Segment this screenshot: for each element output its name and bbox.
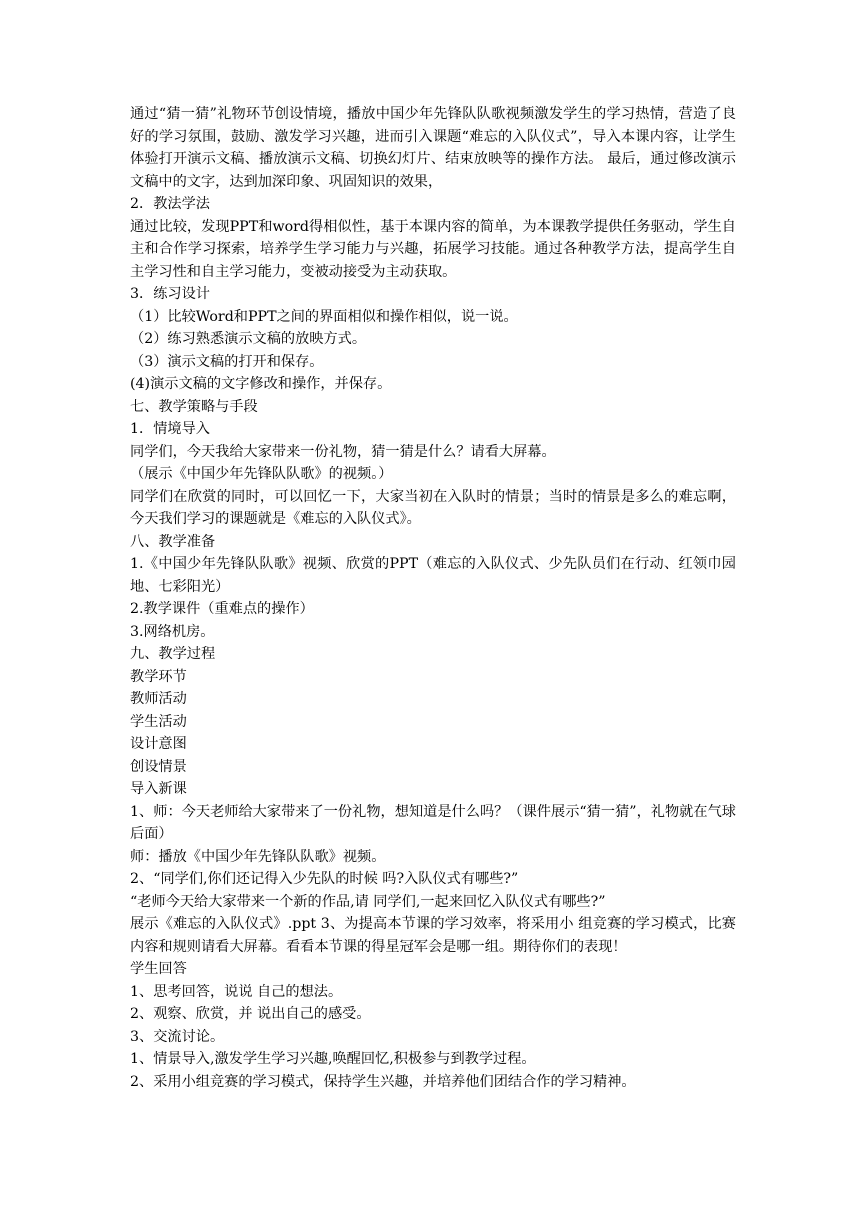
teacher-step-1: 1、师：今天老师给大家带来了一份礼物，想知道是什么吗？（课件展示“猜一猜”，礼物就在气球后面） — [130, 803, 736, 842]
intent-step-2: 2、采用小组竞赛的学习模式，保持学生兴趣，并培养他们团结合作的学习精神。 — [130, 1073, 636, 1090]
teacher-play-video: 师：播放《中国少年先锋队队歌》视频。 — [130, 848, 386, 865]
heading-exercise-design: 3．练习设计 — [130, 286, 210, 302]
document-page — [130, 103, 736, 1093]
table-cell-create-scene: 创设情景 — [130, 758, 187, 775]
table-cell-student-answer: 学生回答 — [130, 961, 187, 977]
table-cell-student-activity: 学生活动 — [130, 713, 187, 730]
preparation-item-3: 3.网络机房。 — [130, 623, 215, 640]
intent-step-1: 1、情景导入,激发学生学习兴趣,唤醒回忆,积极参与到教学过程。 — [130, 1051, 536, 1067]
table-cell-teacher-activity: 教师活动 — [130, 691, 187, 707]
exercise-item-1: （1）比较Word和PPT之间的界面相似和操作相似，说一说。 — [130, 308, 518, 325]
paragraph-recall: 同学们在欣赏的同时，可以回忆一下，大家当初在入队时的情景；当时的情景是多么的难忘啊，今天我们学习的课题就是《难忘的入队仪式》。 — [130, 488, 736, 527]
paragraph-teaching-methods: 通过比较，发现PPT和word得相似性，基于本课内容的简单，为本课教学提供任务驱动，学生自主和合作学习探索，培养学生学习能力与兴趣，拓展学习技能。通过各种教学方法，提高学生自主学习性和自主学习能力，变被动接受为主动获取。 — [130, 218, 736, 280]
table-cell-introduce-lesson: 导入新课 — [130, 781, 187, 797]
teacher-quote: “老师今天给大家带来一个新的作品,请 同学们,一起来回忆入队仪式有哪些?” — [130, 893, 606, 910]
heading-preparation: 八、教学准备 — [130, 533, 216, 550]
paragraph-intro-summary: 通过“猜一猜”礼物环节创设情境，播放中国少年先锋队队歌视频激发学生的学习热情，营造了良好的学习氛围，鼓励、激发学习兴趣，进而引入课题“难忘的入队仪式”，导入本课内容，让学生体验打开演示文稿、播放演示文稿、切换幻灯片、结束放映等的操作方法。 最后，通过修改演示文稿中的文字，达到加深印象、巩固知识的效果， — [130, 106, 736, 190]
paragraph-gift-question: 同学们，今天我给大家带来一份礼物，猜一猜是什么？请看大屏幕。 — [130, 443, 556, 460]
student-step-1: 1、思考回答，说说 自己的想法。 — [130, 983, 343, 1000]
exercise-item-3: （3）演示文稿的打开和保存。 — [130, 353, 324, 370]
preparation-item-1: 1.《中国少年先锋队队歌》视频、欣赏的PPT（难忘的入队仪式、少先队员们在行动、红领巾园地、七彩阳光） — [130, 556, 736, 595]
heading-process: 九、教学过程 — [130, 646, 216, 662]
exercise-item-4: (4)演示文稿的文字修改和操作，并保存。 — [130, 376, 392, 392]
preparation-item-2: 2.教学课件（重难点的操作） — [130, 601, 314, 617]
exercise-item-2: （2）练习熟悉演示文稿的放映方式。 — [130, 331, 367, 347]
teacher-step-3: 展示《难忘的入队仪式》.ppt 3、为提高本节课的学习效率，将采用小 组竞赛的学习模式，比赛内容和规则请看大屏幕。看看本节课的得星冠军会是哪一组。期待你们的表现！ — [130, 916, 736, 955]
heading-situation-intro: 1．情境导入 — [130, 421, 210, 437]
student-step-3: 3、交流讨论。 — [130, 1028, 225, 1045]
table-cell-teaching-stage: 教学环节 — [130, 668, 187, 685]
heading-strategy: 七、教学策略与手段 — [130, 398, 258, 415]
paragraph-show-video: （展示《中国少年先锋队队歌》的视频。） — [130, 466, 393, 482]
student-step-2: 2、观察、欣赏，并 说出自己的感受。 — [130, 1006, 371, 1022]
teacher-step-2: 2、“同学们,你们还记得入少先队的时候 吗?入队仪式有哪些?” — [130, 871, 519, 887]
heading-teaching-methods: 2．教法学法 — [130, 196, 210, 212]
table-cell-design-intent: 设计意图 — [130, 736, 187, 752]
